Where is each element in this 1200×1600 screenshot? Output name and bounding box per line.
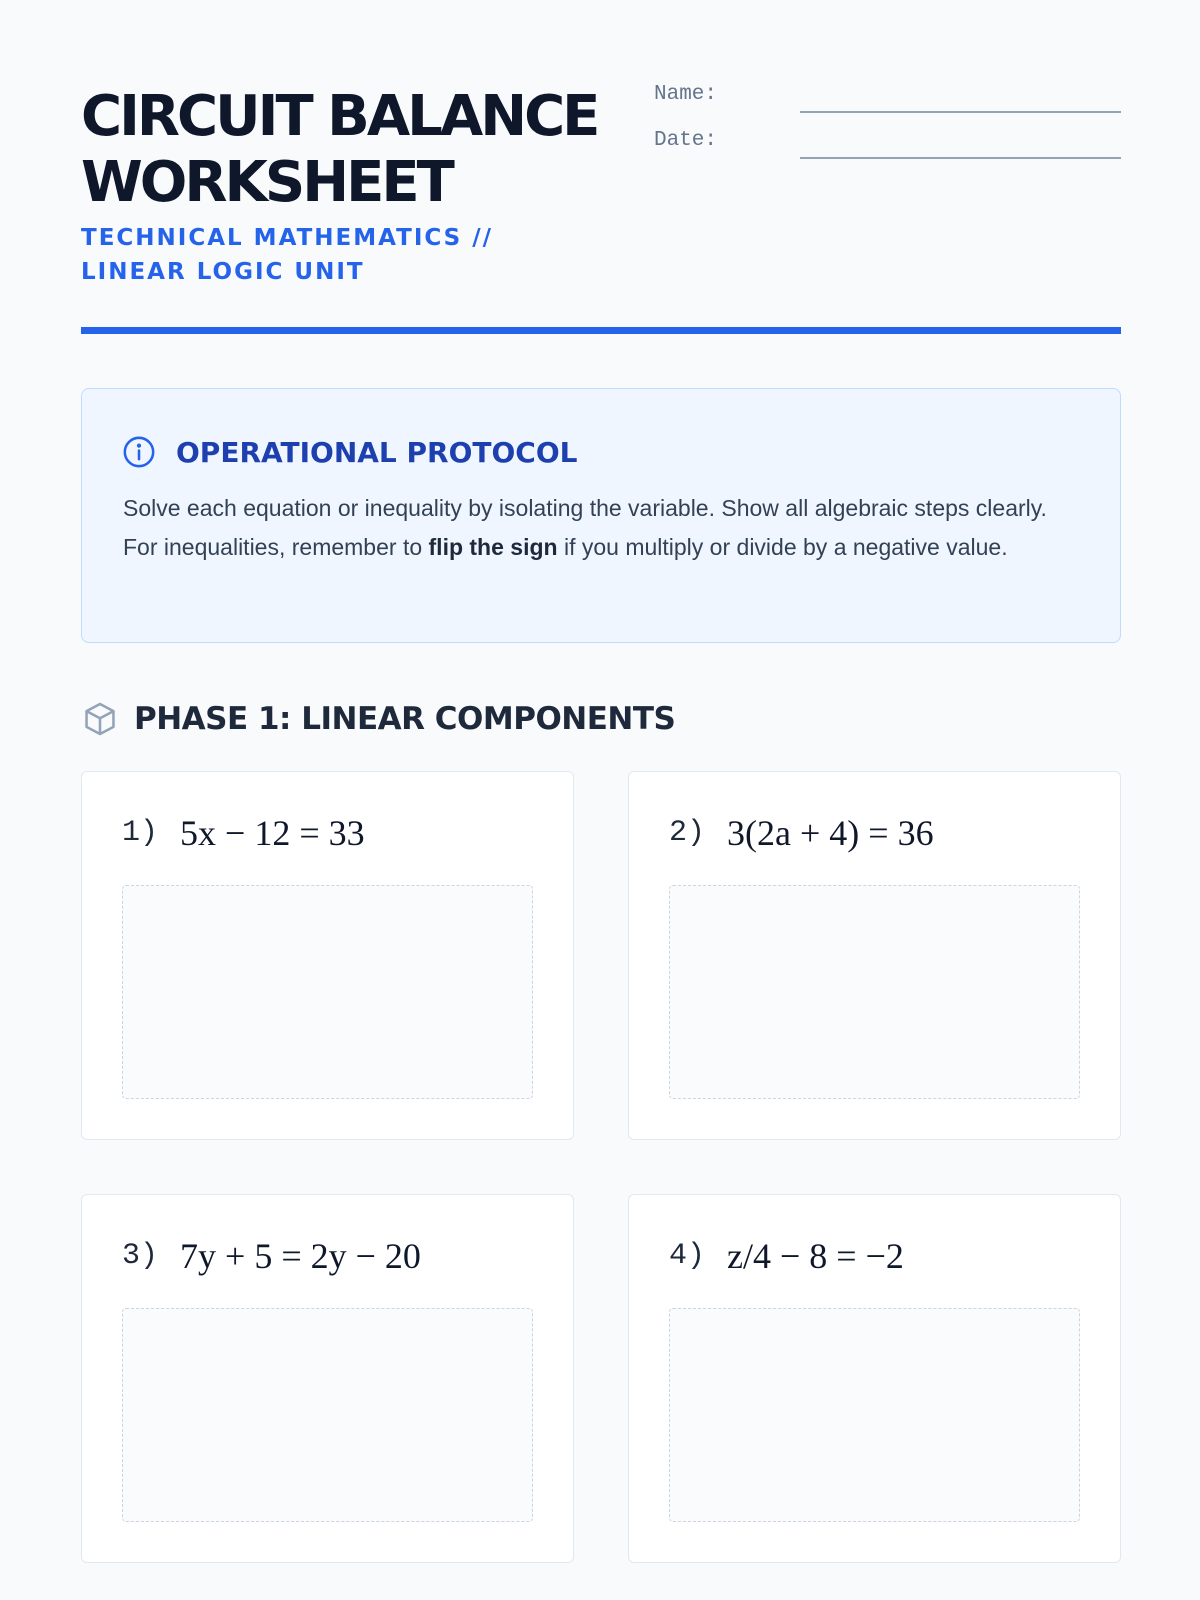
answer-workspace[interactable]: [122, 1308, 533, 1522]
name-field[interactable]: [654, 78, 1121, 124]
problem-number: 1): [122, 816, 159, 850]
answer-workspace[interactable]: [669, 885, 1080, 1099]
problem-card-2: [628, 771, 1121, 1140]
phase-title: PHASE 1: LINEAR COMPONENTS: [134, 701, 676, 737]
protocol-text-emphasis: flip the sign: [428, 533, 558, 560]
date-label: Date:: [654, 129, 718, 152]
problem-heading: [669, 1235, 904, 1277]
problem-equation: z/4 − 8 = −2: [727, 1236, 904, 1276]
header-divider: [81, 327, 1121, 334]
protocol-title: OPERATIONAL PROTOCOL: [176, 435, 578, 469]
name-line[interactable]: [800, 111, 1121, 113]
problem-heading: [669, 812, 934, 854]
problem-number: 2): [669, 816, 706, 850]
problem-number: 3): [122, 1239, 159, 1273]
page-title: CIRCUIT BALANCE WORKSHEET: [81, 84, 598, 215]
problem-number: 4): [669, 1239, 706, 1273]
protocol-text-start: Solve each equation or inequality by isolating the variable. Show all algebraic steps clearly. For inequalities, remember to: [123, 495, 1047, 560]
answer-workspace[interactable]: [669, 1308, 1080, 1522]
problem-equation: 3(2a + 4) = 36: [727, 813, 934, 853]
info-icon: [122, 435, 156, 469]
date-field[interactable]: [654, 124, 1121, 170]
answer-workspace[interactable]: [122, 885, 533, 1099]
problem-heading: [122, 812, 365, 854]
worksheet-page: [81, 0, 1121, 1276]
cube-icon: [81, 700, 119, 738]
problem-equation: 7y + 5 = 2y − 20: [180, 1236, 421, 1276]
student-fields: [654, 78, 1121, 170]
problem-card-3: [81, 1194, 574, 1563]
protocol-header: [122, 435, 578, 469]
date-line[interactable]: [800, 157, 1121, 159]
problem-heading: [122, 1235, 421, 1277]
problem-card-1: [81, 771, 574, 1140]
worksheet-header: [81, 0, 1121, 335]
problem-equation: 5x − 12 = 33: [180, 813, 365, 853]
problem-card-4: [628, 1194, 1121, 1563]
name-label: Name:: [654, 83, 718, 106]
protocol-text: [123, 489, 1083, 566]
page-subtitle: TECHNICAL MATHEMATICS // LINEAR LOGIC UNIT: [81, 225, 494, 285]
protocol-text-end: if you multiply or divide by a negative value.: [557, 533, 1008, 560]
protocol-box: [81, 388, 1121, 643]
phase-header: [81, 700, 675, 738]
